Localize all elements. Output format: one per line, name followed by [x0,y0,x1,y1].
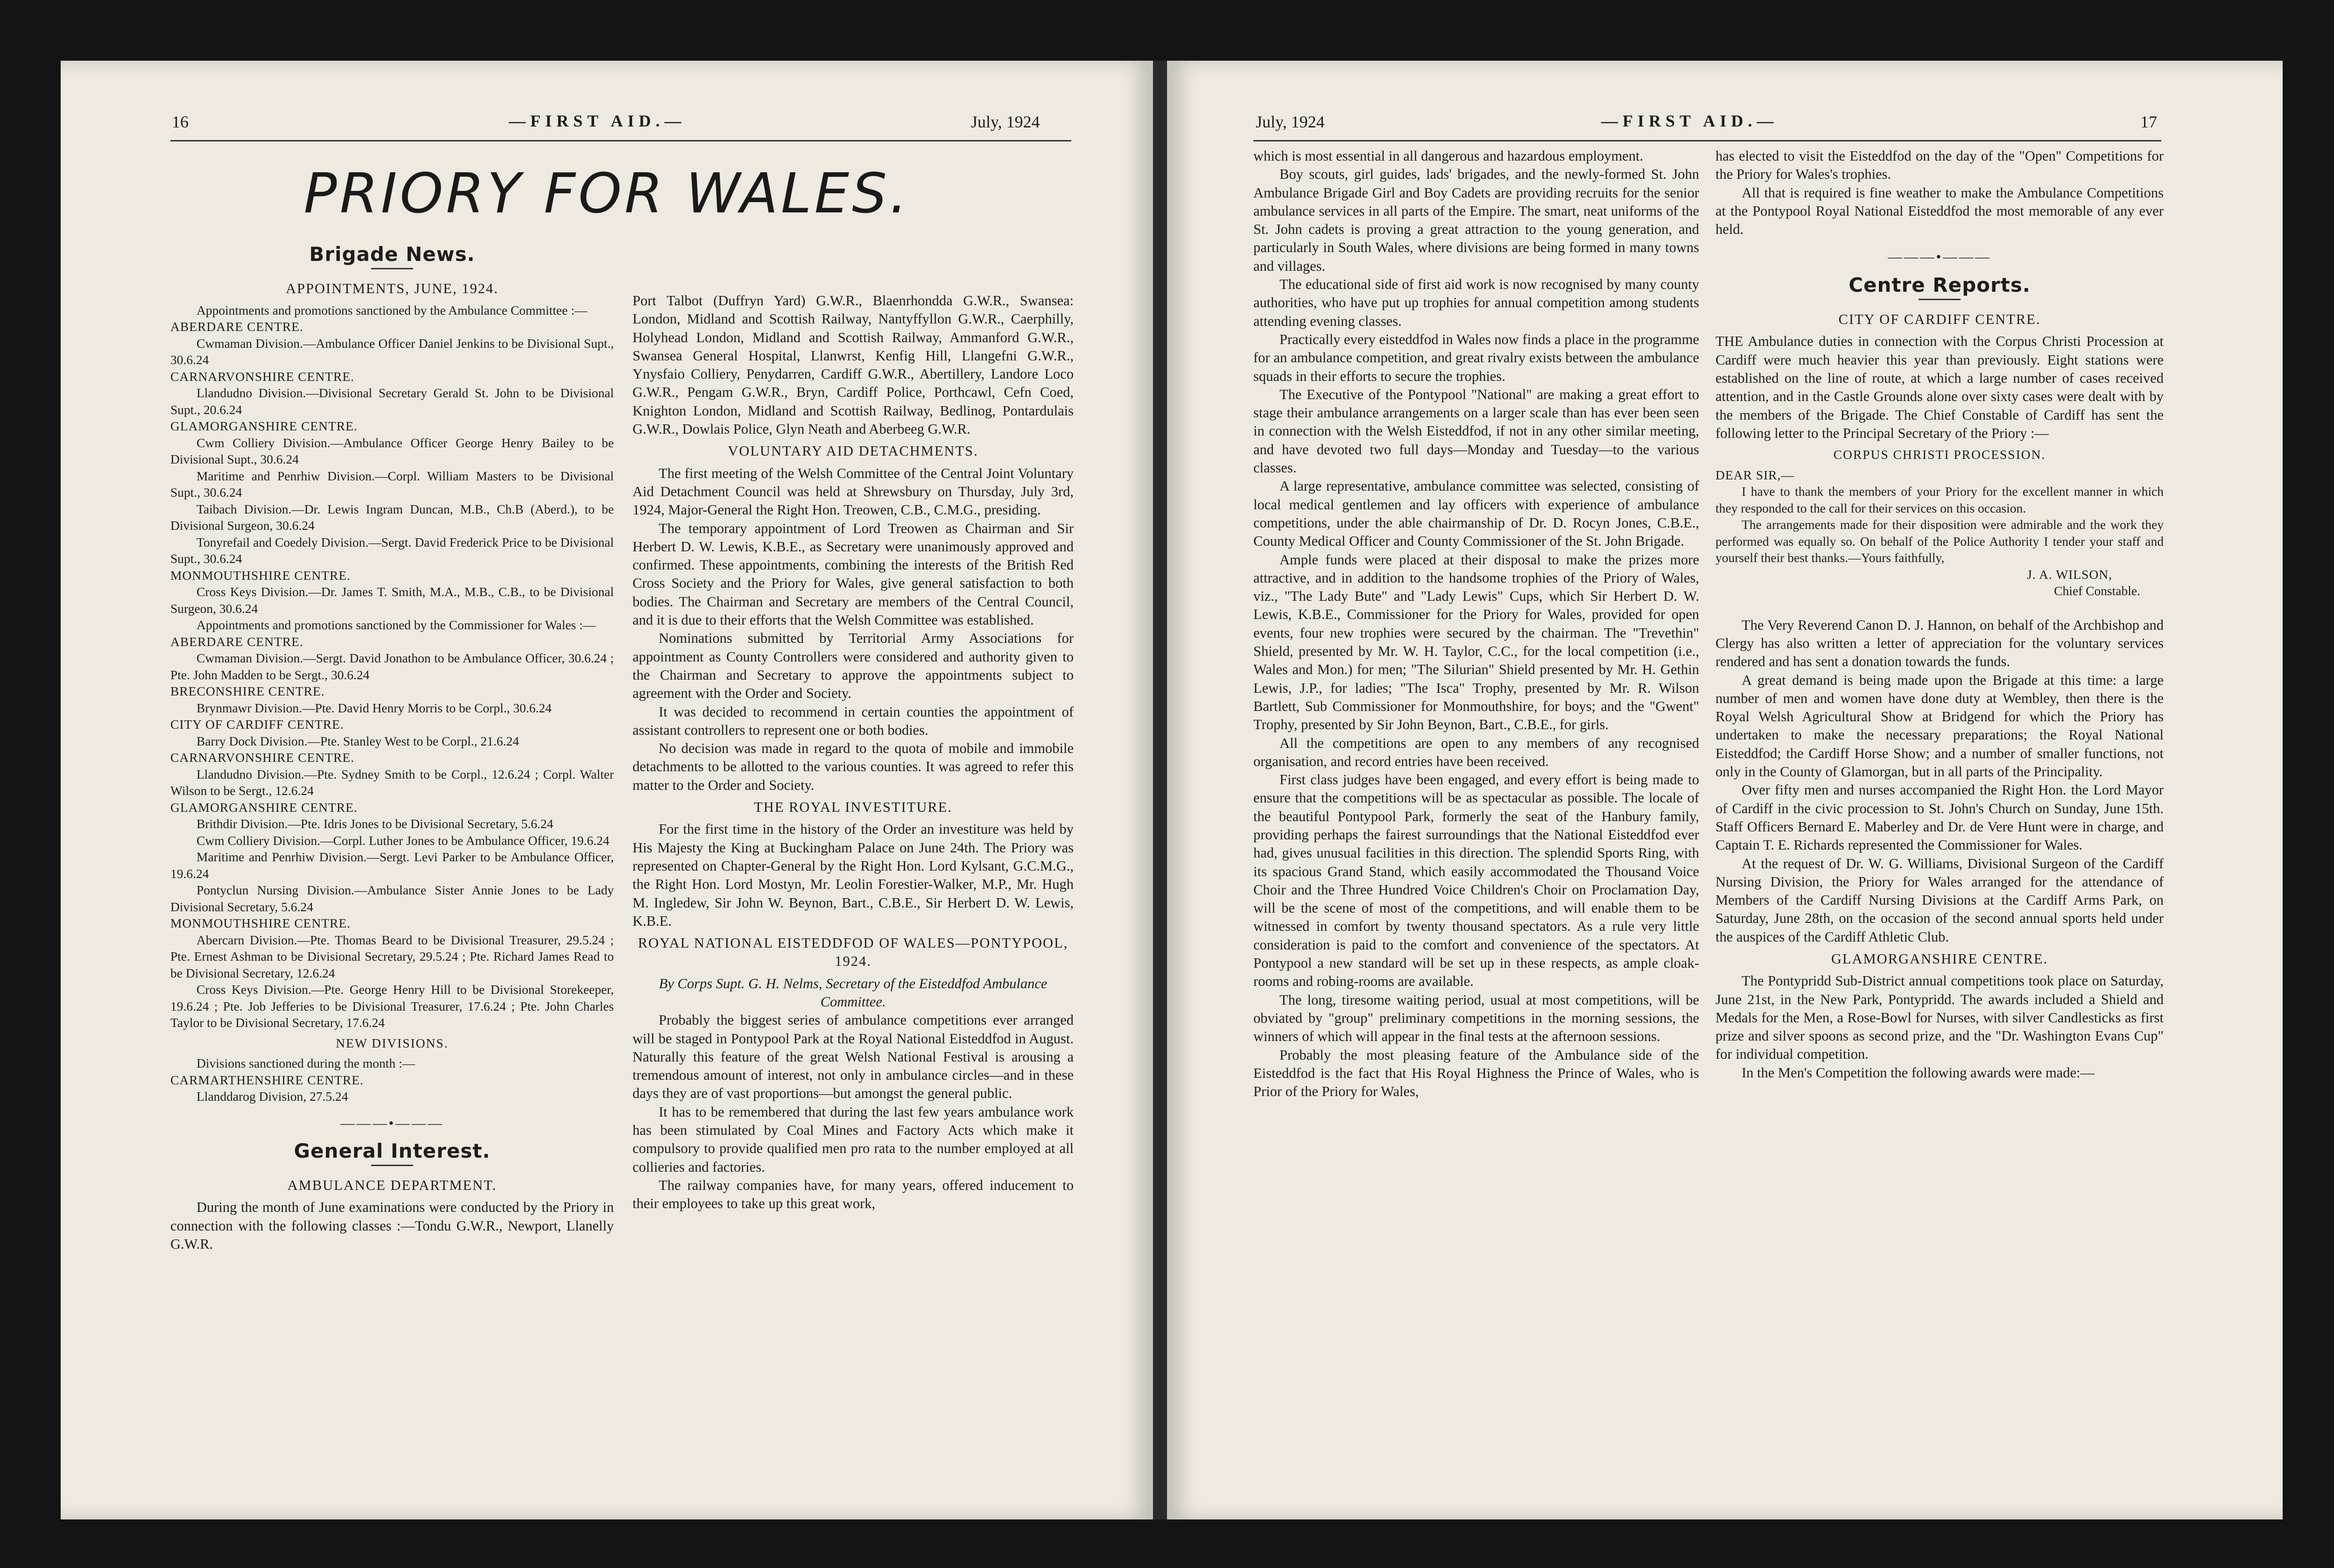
entry-text: Barry Dock Division.—Pte. Stanley West to be Corpl., 21.6.24 [197,733,519,748]
ornament-divider: ———•——— [1888,249,1991,265]
paragraph: The Executive of the Pontypool "National" are making a great effort to stage their ambulance arrangements on a larger scale than has ever been seen in connection with the Welsh Eisteddfod, if not in any other similar meeting, and have devoted two full days—Monday and Tuesday—to the various classes. [1253,386,1699,476]
byline: By Corps Supt. G. H. Nelms, Secretary of the Eisteddfod Ambulance Committee. [659,975,1047,1010]
entry-head: CARNARVONSHIRE CENTRE. [170,369,355,384]
entry-head: BRECONSHIRE CENTRE. [170,684,325,699]
paragraph: At the request of Dr. W. G. Williams, Divisional Surgeon of the Cardiff Nursing Division, the Priory for Wales arranged for the attendance of Members of the Cardiff Nursing Divisions at the Cardiff Arms Park, on Saturday, June 28th, on the occasion of the second annual sports held under the auspices of the Cardiff Athletic Club. [1715,855,2164,945]
page-title: PRIORY FOR WALES. [303,161,910,225]
subheading: AMBULANCE DEPARTMENT. [287,1177,497,1194]
issue-date: July, 1924 [971,113,1040,131]
entry-head: NEW DIVISIONS. [336,1035,449,1050]
entry-head: ABERDARE CENTRE. [170,319,303,334]
signature: J. A. WILSON, [2027,567,2112,582]
paragraph: The educational side of first aid work is now recognised by many county authorities, who have put up trophies for annual competition among students attending evening classes. [1253,276,1699,329]
entry-head: GLAMORGANSHIRE CENTRE. [170,419,358,434]
subheading: CITY OF CARDIFF CENTRE. [1838,311,2041,328]
paragraph: It was decided to recommend in certain counties the appointment of assistant controllers to represent one or both bodies. [633,703,1074,738]
entry-head: ABERDARE CENTRE. [170,634,303,649]
subheading: APPOINTMENTS, JUNE, 1924. [286,281,499,297]
book-gutter [1153,61,1167,1519]
heading-rule [371,268,413,269]
paragraph: which is most essential in all dangerous and hazardous employment. [1253,148,1644,164]
letter-text: I have to thank the members of your Priory for the excellent manner in which they responded to the call for their services on this occasion. [1715,484,2164,515]
subheading: GLAMORGANSHIRE CENTRE. [1831,951,2048,967]
page-number: 16 [172,113,189,131]
paragraph: For the first time in the history of the Order an investiture was held by His Majesty the King at Buckingham Palace on June 24th. The Priory was represented on Chapter-General by the Right Hon. Lord Kylsant, G.C.M.G., the Right Hon. Lord Mostyn, Mr. Leolin Forestier-Walker, M.P., Mr. Hugh M. Ingledew, Sir John W. Beynon, Bart., C.B.E., Sir Herbert D. W. Lewis, K.B.E. [633,821,1074,929]
paragraph: Over fifty men and nurses accompanied the Right Hon. the Lord Mayor of Cardiff in the civic procession to St. John's Church on Sunday, June 15th. Staff Officers Bernard E. Maberley and Dr. de Vere Hunt were in charge, and Captain T. E. Richards represented the Commissioner for Wales. [1715,782,2164,853]
paragraph: In the Men's Competition the following awards were made:— [1742,1064,2095,1081]
entry-text: Pontyclun Nursing Division.—Ambulance Sister Annie Jones to be Lady Divisional Secretary, 5.6.24 [170,883,614,914]
header-rule [170,140,1071,141]
entry-text: Maritime and Penrhiw Division.—Sergt. Levi Parker to be Ambulance Officer, 19.6.24 [170,850,614,881]
subheading: VOLUNTARY AID DETACHMENTS. [728,443,978,459]
left-column-2 [633,292,1074,1213]
right-page [1167,61,2283,1519]
entry-text: Cwmaman Division.—Ambulance Officer Daniel Jenkins to be Divisional Supt., 30.6.24 [170,336,614,367]
left-column-1 [170,236,614,1253]
paragraph: The temporary appointment of Lord Treowen as Chairman and Sir Herbert D. W. Lewis, K.B.E., as Secretary were unanimously approved and confirmed. These appointments, combining the interests of the British Red Cross Society and the Priory for Wales, give general satisfaction to both bodies. The Chairman and Secretary are members of the Central Council, and it is due to their efforts that the Welsh Committee was established. [633,520,1074,628]
section-heading-centre-reports: Centre Reports. [1849,273,2031,296]
entry-text: Brithdir Division.—Pte. Idris Jones to be Divisional Secretary, 5.6.24 [197,816,554,831]
ornament-divider: ———•——— [340,1115,444,1131]
entry-text: Appointments and promotions sanctioned by the Commissioner for Wales :— [197,618,596,633]
letter-text: The arrangements made for their disposition were admirable and the work they performed was equally so. On behalf of the Police Authority I tender your staff and yourself their best thanks.—Yours faithfully, [1715,517,2164,565]
paragraph: Probably the most pleasing feature of the Ambulance side of the Eisteddfod is the fact that His Royal Highness the Prince of Wales, who is Prior of the Priory for Wales, [1253,1047,1699,1100]
paragraph: The Very Reverend Canon D. J. Hannon, on behalf of the Archbishop and Clergy has also written a letter of appreciation for the voluntary services rendered and has sent a donation towards the funds. [1715,617,2164,670]
paragraph: Port Talbot (Duffryn Yard) G.W.R., Blaenrhondda G.W.R., Swansea: London, Midland and Scottish Railway, Nantyffyllon G.W.R., Caerphilly, Holyhead London, Midland and Scottish Railway, Ammanford G.W.R., Swansea General Hospital, Llanwrst, Kenfig Hill, Llangefni G.W.R., Ynysfaio Colliery, Penydarren, Cardiff G.W.R., Abertillery, Landore Loco G.W.R., Pengam G.W.R., Bryn, Cardiff Police, Porthcawl, Cefn Coed, Knighton London, Midland and Scottish Railway, Bedlinog, Pontardulais G.W.R., Dowlais Police, Glyn Neath and Aberbeeg G.W.R. [633,293,1074,437]
paragraph: First class judges have been engaged, and every effort is being made to ensure that the competitions will be as spectacular as possible. The locale of the beautiful Pontypool Park, formerly the seat of the Hanbury family, providing perhaps the fairest surroundings that the National Eisteddfod ever had, gives unusual facilities in this direction. The splendid Sports Ring, with its spacious Grand Stand, which easily accommodated the Thousand Voice Choir and the Three Hundred Voice Children's Choir on Proclamation Day, will be the scene of most of the competitions, and will enable them to be witnessed in comfort by twenty thousand spectators. As a rule very little consideration is paid to the comfort and convenience of the spectators. At Pontypool a new standard will be set up in these respects, as ample cloak-rooms and robing-rooms are available. [1253,772,1699,990]
entry-head: CARMARTHENSHIRE CENTRE. [170,1072,364,1087]
entry-text: Brynmawr Division.—Pte. David Henry Morris to be Corpl., 30.6.24 [197,700,552,715]
entry-text: Taibach Division.—Dr. Lewis Ingram Duncan, M.B., Ch.B (Aberd.), to be Divisional Surgeon, 30.6.24 [170,501,614,533]
page-number: 17 [2140,113,2157,131]
running-head [1167,107,2283,140]
paragraph: During the month of June examinations were conducted by the Priory in connection with the following classes :—Tondu G.W.R., Newport, Llanelly G.W.R. [170,1199,614,1252]
paragraph: Practically every eisteddfod in Wales now finds a place in the programme for an ambulance competition, and great rivalry exists between the ambulance squads in their efforts to secure the trophies. [1253,331,1699,384]
paragraph: All that is required is fine weather to make the Ambulance Competitions at the Pontypool Royal National Eisteddfod the most memorable of any ever held. [1715,184,2164,238]
paragraph: A large representative, ambulance committee was selected, consisting of local medical gentlemen and lay officers with experience of ambulance competitions, under the able chairmanship of Dr. D. Rocyn Jones, C.B.E., County Medical Officer and County Commissioner of the St. John Brigade. [1253,478,1699,549]
entry-text: Llandudno Division.—Divisional Secretary Gerald St. John to be Divisional Supt., 20.6.24 [170,386,614,417]
entry-head: GLAMORGANSHIRE CENTRE. [170,800,358,815]
section-heading-general-interest: General Interest. [294,1139,491,1162]
entry-head: MONMOUTHSHIRE CENTRE. [170,916,351,931]
entry-text: Cwmaman Division.—Sergt. David Jonathon to be Ambulance Officer, 30.6.24 ; Pte. John Madden to be Sergt., 30.6.24 [170,651,614,682]
intro-text: Appointments and promotions sanctioned by the Ambulance Committee :— [197,302,588,317]
entry-text: Cwm Colliery Division.—Ambulance Officer George Henry Bailey to be Divisional Supt., 30.6.24 [170,435,614,467]
left-page [61,61,1153,1519]
paragraph: Boy scouts, girl guides, lads' brigades, and the newly-formed St. John Ambulance Brigade Girl and Boy Cadets are providing recruits for the senior ambulance services in all parts of the Empire. The smart, neat uniforms of the St. John cadets is proving a great attraction to the young generation, and particularly in South Wales, where divisions are being formed in many towns and villages. [1253,166,1699,274]
subheading: CORPUS CHRISTI PROCESSION. [1833,447,2046,462]
paragraph: The railway companies have, for many years, offered inducement to their employees to take up this great work, [633,1177,1074,1212]
right-column-1 [1253,147,1699,1101]
paragraph: The long, tiresome waiting period, usual at most competitions, will be obviated by "group" preliminary competitions in the morning sessions, the winners of which will appear in the final tests at the afternoon sessions. [1253,991,1699,1045]
entry-text: Llanddarog Division, 27.5.24 [197,1089,348,1104]
running-title: —FIRST AID.— [509,112,686,130]
heading-rule [371,1165,413,1166]
entry-text: Cross Keys Division.—Dr. James T. Smith, M.A., M.B., C.B., to be Divisional Surgeon, 30.6.24 [170,584,614,616]
running-head [61,107,1153,140]
section-heading-brigade-news: Brigade News. [309,243,475,266]
paragraph: Ample funds were placed at their disposal to make the prizes more attractive, and in addition to the handsome trophies of the Priory of Wales, viz., "The Lady Bute" and "Lady Lewis" Cups, which Sir Herbert D. W. Lewis, K.B.E., Commissioner for the Priory for Wales, provided for open events, four new trophies were secured by the chairman. The "Trevethin" Shield, presented by Mr. W. H. Taylor, C.C., for the local competition (i.e., Wales and Mon.) for men; "The Silurian" Shield presented by Mr. H. Gethin Lewis, J.P., for ladies; "The Isca" Trophy, presented by Mr. R. Wilson Bartlett, Sub Commissioner for Monmouthshire, for boys; and the "Gwent" Trophy, presented by Sir John Beynon, Bart., C.B.E., for girls. [1253,551,1699,733]
paragraph: No decision was made in regard to the quota of mobile and immobile detachments to be allotted to the various counties. It was agreed to refer this matter to the Order and Society. [633,740,1074,793]
subheading: ROYAL NATIONAL EISTEDDFOD OF WALES—PONTYPOOL, 1924. [638,935,1069,970]
paragraph: Nominations submitted by Territorial Army Associations for appointment as County Controllers were considered and authority given to the Chairman and Secretary to approve the appointments subject to agreement with the Order and Society. [633,630,1074,702]
entry-text: Llandudno Division.—Pte. Sydney Smith to be Corpl., 12.6.24 ; Corpl. Walter Wilson to be Sergt., 12.6.24 [170,766,614,798]
entry-text: Tonyrefail and Coedely Division.—Sergt. David Frederick Price to be Divisional Supt., 30.6.24 [170,534,614,566]
right-column-2 [1715,147,2164,1082]
signature-title: Chief Constable. [2054,584,2140,598]
entry-text: Divisions sanctioned during the month :— [197,1056,415,1071]
paragraph: All the competitions are open to any members of any recognised organisation, and record entries have been received. [1253,735,1699,769]
paragraph: Probably the biggest series of ambulance competitions ever arranged will be staged in Pontypool Park at the Royal National Eisteddfod in August. Naturally this feature of the great Welsh National Festival is arousing a tremendous amount of interest, not only in ambulance circles—and in these days they are of vast proportions—but amongst the general public. [633,1012,1074,1102]
paragraph: THE Ambulance duties in connection with the Corpus Christi Procession at Cardiff were much heavier this year than previously. Eight stations were established on the line of route, at which a large number of cases received attention, and in the Castle Grounds alone over sixty cases were dealt with by the members of the Brigade. The Chief Constable of Cardiff has sent the following letter to the Principal Secretary of the Priory :— [1715,333,2164,441]
entry-text: Maritime and Penrhiw Division.—Corpl. William Masters to be Divisional Supt., 30.6.24 [170,468,614,500]
issue-date: July, 1924 [1256,113,1325,131]
paragraph: It has to be remembered that during the last few years ambulance work has been stimulated by Coal Mines and Factory Acts which make it compulsory to provide qualified men pro rata to the number employed at all collieries and factories. [633,1104,1074,1175]
entry-head: CITY OF CARDIFF CENTRE. [170,717,344,732]
entry-text: Abercarn Division.—Pte. Thomas Beard to be Divisional Treasurer, 29.5.24 ; Pte. Ernest Ashman to be Divisional Secretary, 29.5.24 ; Pte. Richard James Read to be Divisional Secretary, 12.6.24 [170,932,614,980]
salutation: DEAR SIR,— [1715,467,1794,482]
paragraph: A great demand is being made upon the Brigade at this time: a large number of men and women have done duty at Wembley, then there is the Royal Welsh Agricultural Show at Bridgend for which the Priory has undertaken to make the necessary preparations; the Royal National Eisteddfod; the Cardiff Horse Show; and a number of smaller functions, not only in the County of Glamorgan, but in all parts of the Principality. [1715,672,2164,780]
running-title: —FIRST AID.— [1601,112,1779,130]
header-rule [1253,140,2161,141]
paragraph: The Pontypridd Sub-District annual competitions took place on Saturday, June 21st, in the New Park, Pontypridd. The awards included a Shield and Medals for the Men, a Rose-Bowl for Nurses, with silver Candlesticks as first prize and silver spoons as second prize, and the "Dr. Washington Evans Cup" for individual competition. [1715,973,2164,1062]
paragraph: The first meeting of the Welsh Committee of the Central Joint Voluntary Aid Detachment Council was held at Shrewsbury on Thursday, July 3rd, 1924, Major-General the Right Hon. Treowen, C.B., C.M.G., presiding. [633,465,1074,518]
heading-rule [1919,299,1961,300]
subheading: THE ROYAL INVESTITURE. [754,799,952,816]
entry-head: CARNARVONSHIRE CENTRE. [170,750,355,765]
paragraph: has elected to visit the Eisteddfod on the day of the "Open" Competitions for the Priory for Wales's trophies. [1715,148,2164,183]
entry-head: MONMOUTHSHIRE CENTRE. [170,568,351,583]
entry-text: Cwm Colliery Division.—Corpl. Luther Jones to be Ambulance Officer, 19.6.24 [197,833,610,848]
entry-text: Cross Keys Division.—Pte. George Henry Hill to be Divisional Storekeeper, 19.6.24 ; Pte. Job Jefferies to be Divisional Treasurer, 17.6.24 ; Pte. John Charles Taylor to be Divisional Secretary, 17.6.24 [170,982,614,1030]
